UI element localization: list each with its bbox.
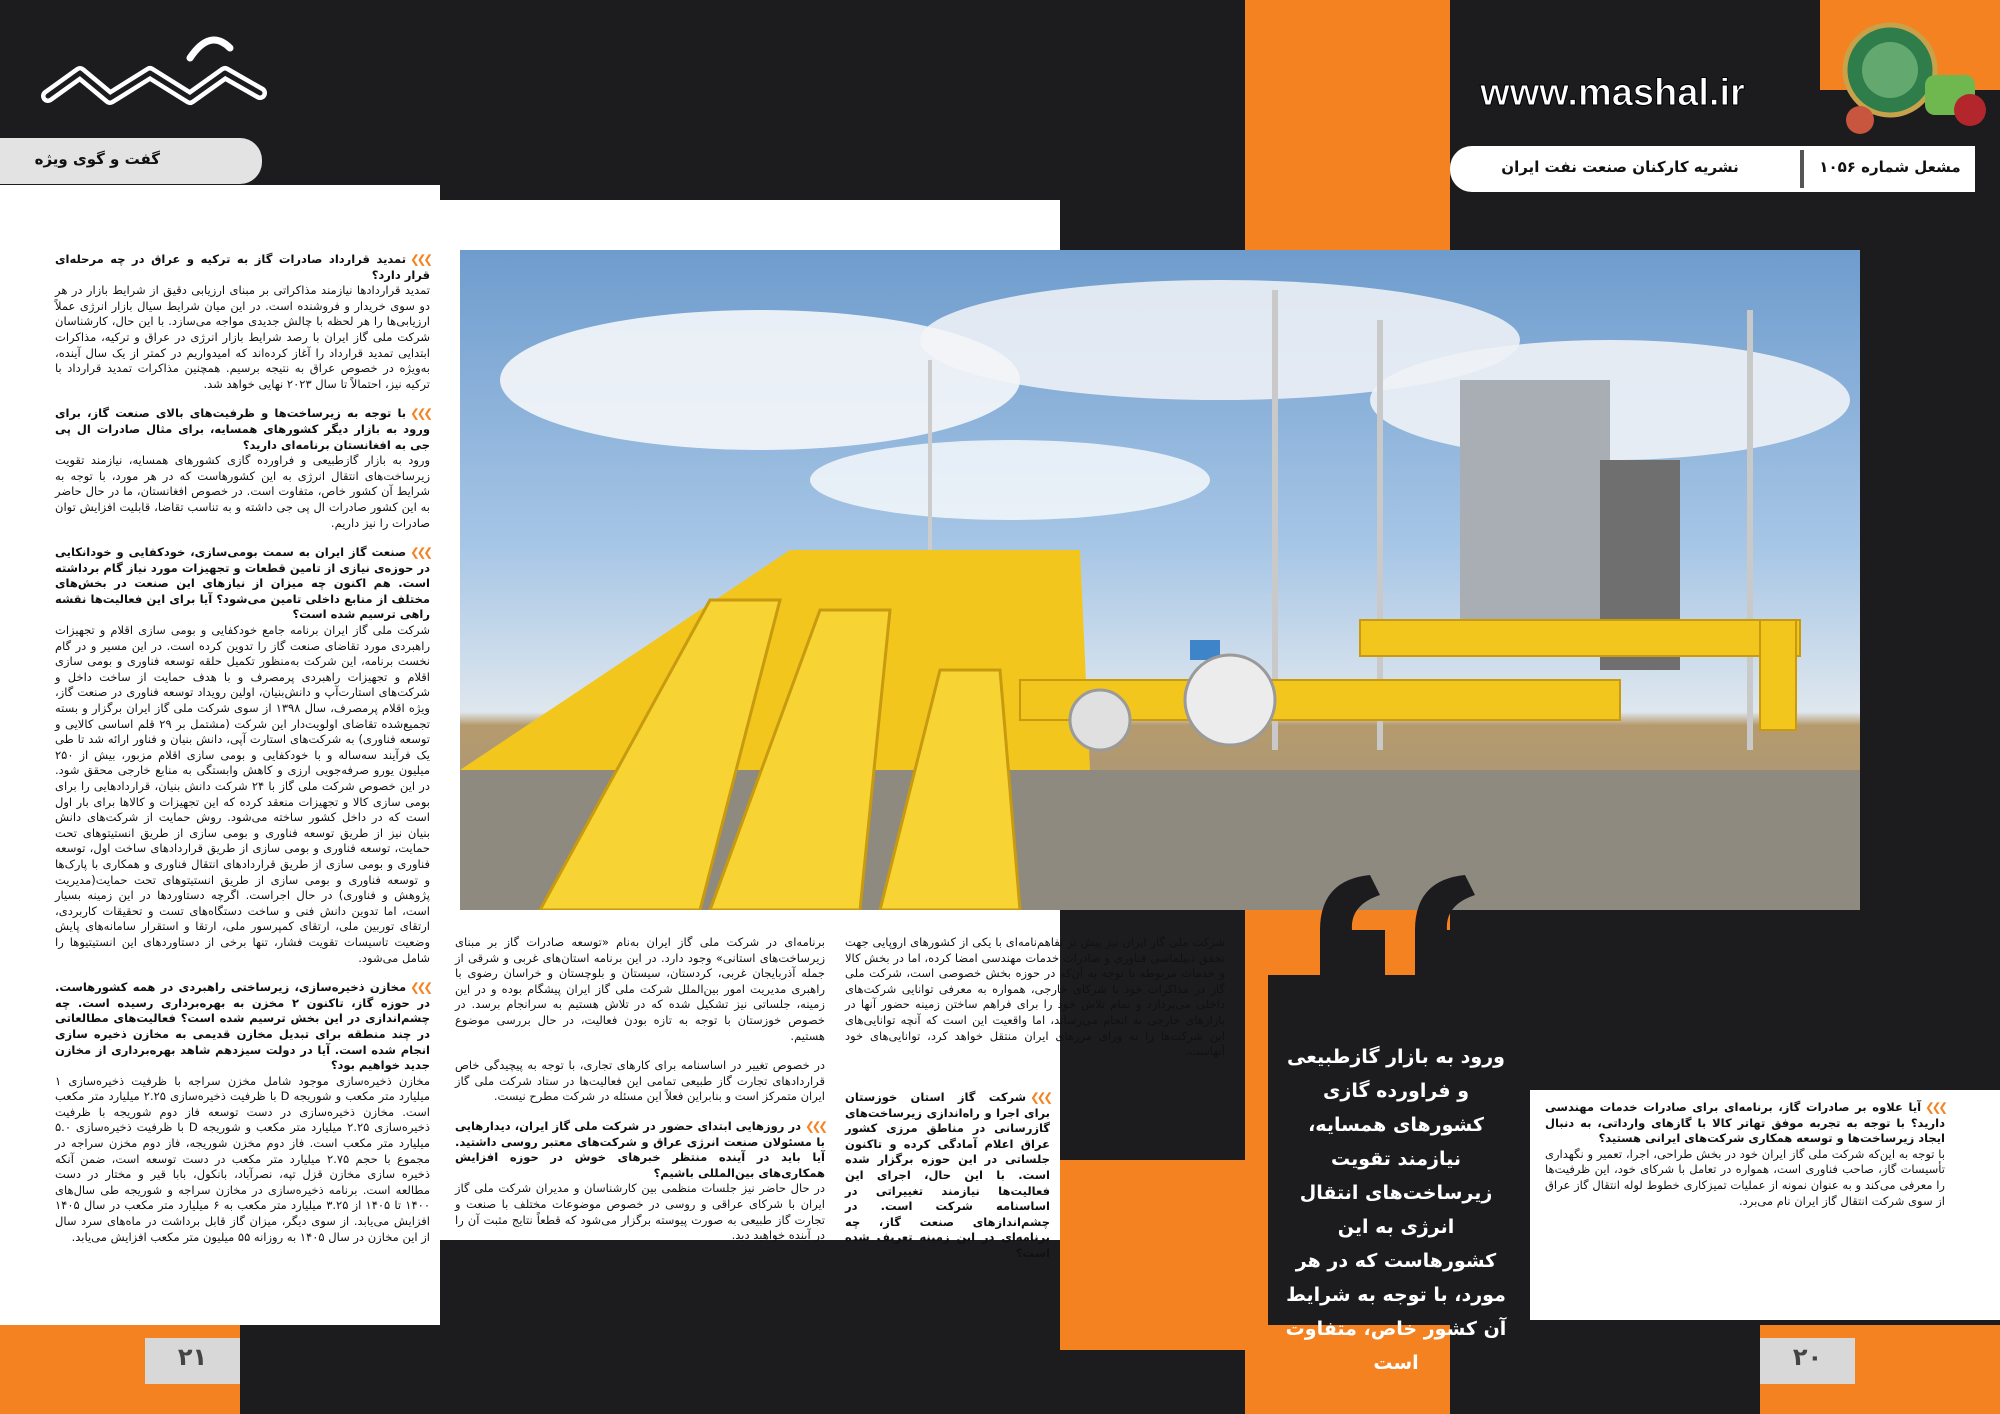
chevron-icon: ❯❯❯ [410, 980, 430, 995]
chevron-icon: ❯❯❯ [805, 1118, 825, 1133]
chevron-icon: ❯❯❯ [410, 252, 430, 266]
answer-3: شرکت ملی گاز ایران برنامه جامع خودکفایی و بومی سازی اقلام و تجهیزات راهبردی مورد تقاضای صنعت گاز را تدوین کرده است. در این مسیر و در گام نخست برنامه، این شرکت به‌منظور تکمیل حلقه توسعه فناوری و بومی سازی اقلام و تجهیزات راهبردی پرمصرف و با هدف حمایت از ساخت داخل و شرکت‌های استارت‌آپ و دانش‌بنیان، اولین رویداد توسعه فناوری در صنعت گاز، ویژه اقلام پرمصرف، سال ۱۳۹۸ از سوی شرکت ملی گاز ایران برگزار و بسته تجمیع‌شده تقاضای اولویت‌دار این شرکت (مشتمل بر ۲۹ قلم اساسی کالایی و توسعه فناوری) به شرکت‌های استارت آپی، دانش بنیان و فناور ارائه شد تا طی یک فرآیند سه‌ساله و با خودکفایی و بومی سازی اقلام مزبور، بیش از ۲۵۰ میلیون یورو صرفه‌جویی ارزی و کاهش وابستگی به منابع خارجی محقق شود. در این خصوص شرکت ملی گاز با ۲۴ شرکت دانش بنیان، قراردادهایی را برای بومی سازی کالا و تجهیزات منعقد کرده که این تجهیزات و کالاها برای بار اول است که در داخل کشور ساخته می‌شود. روش حمایت از شرکت‌های دانش بنیان نیز از طریق توسعه فناوری و بومی سازی از طریق انستیتوهای تحت حمایت، توسعه فناوری و بومی سازی از طریق قراردادهای ساخت اول، توسعه فناوری و بومی سازی از طریق قراردادهای انتقال فناوری و همکاری با پارک‌ها و توسعه فناوری و بومی سازی از طریق انستیتوهای تحت حمایت(مدیریت پژوهش و فناوری) در حال اجراست. اگرچه دستاوردها در این زمینه بسیار است، اما تدوین دانش فنی و ساخت دستگاه‌های تست و تحقیقات کاربردی، ارتقای توربین ملی، ارتقای کمپرسور ملی، ارتقا و استقرار سامانه‌های پایش وضعیت تاسیسات تقویت فشار، تنها برخی از دستاوردهای این انستیتیوها را شامل می‌شود. [55, 623, 430, 965]
chevron-icon: ❯❯❯ [410, 406, 430, 421]
answer-2: ورود به بازار گازطبیعی و فراورده گازی کشورهای همسایه، نیازمند تقویت زیرساخت‌های انتقال انرژی به این کشورهاست که در هر مورد، با توجه به شرایط آن کشور خاص، متفاوت است. در خصوص افغانستان، ما در حال حاضر به این کشور صادرات ال پی جی داشته و به تناسب تقاضا، قابلیت افزایش توان صادرات را نیز داریم. [55, 453, 430, 530]
right-answer: با توجه به این‌که شرکت ملی گاز ایران خود در بخش طراحی، اجرا، تعمیر و نگهداری تأسیسات گاز، صاحب فناوری است، همواره در تعامل با شرکای خود، این ظرفیت‌ها را معرفی می‌کند و به عنوان نمونه از عملیات تمیزکاری خطوط لوله انتقال گاز عراق از سوی شرکت انتقال گاز ایران نام می‌برد. [1545, 1146, 1945, 1208]
orange-strip-middle [1060, 1160, 1270, 1350]
site-url[interactable]: www.mashal.ir [1480, 72, 1745, 114]
answer-4: مخازن ذخیره‌سازی موجود شامل مخزن سراجه با ظرفیت ذخیره‌سازی ۱ میلیارد متر مکعب و شوریجه D با ظرفیت ذخیره‌سازی ۲.۲۵ میلیارد متر مکعب است. مخازن ذخیره‌سازی در دست توسعه فاز دوم شوریجه با ظرفیت ذخیره‌سازی ۲.۲۵ میلیارد متر مکعب و شوریجه D با ظرفیت ذخیره‌سازی ۵.۰ میلیارد متر مکعب است. فاز دوم مخزن شوریجه، فاز دوم مخزن سراجه در مجموع با حجم ۲.۷۵ میلیارد متر مکعب در دست توسعه است، ضمن آنکه ذخیره سازی مخازن قزل تپه، نصرآباد، بانکول، بابا قیر و مختار در دست مطالعه است. برنامه ذخیره‌سازی در مخازن سراجه و شوریجه طی سال‌های ۱۴۰۰ تا ۱۴۰۵ از ۳.۲۵ میلیارد متر مکعب به ۶ میلیارد متر مکعب در سال ۱۴۰۵ افزایش می‌یابد. از سوی دیگر، میزان گاز قابل برداشت در ماه‌های سرد سال از این مخازن در سال ۱۴۰۵ به روزانه ۵۵ میلیون متر مکعب افزایش می‌یابد. [55, 1073, 431, 1244]
issue-number: مشعل شماره ۱۰۵۶ [1819, 158, 1961, 176]
page-number-right: ۲۰ [1792, 1343, 1823, 1371]
pullquote-text: ورود به بازار گازطبیعی و فراورده گازی کشورهای همسایه، نیازمند تقویت زیرساخت‌های انتقال انرژی به این کشورهاست که در هر مورد، با توجه به شرایط آن کشور خاص، متفاوت است [1285, 1046, 1507, 1374]
question-3: ❯❯❯صنعت گاز ایران به سمت بومی‌سازی، خودکفایی و خودانکایی در حوزه‌ی نیازی از تامین قطعات و تجهیزات مورد نیاز گام برداشته است. هم اکنون چه میزان از نیازهای این صنعت در بخش‌های مختلف از منابع داخلی تامین می‌شود؟ آیا برای این فعالیت‌ها نقشه راهی ترسیم شده است؟ [55, 545, 430, 622]
middle-column-a-text [455, 935, 825, 1244]
chevron-icon: ❯❯❯ [1030, 1090, 1050, 1104]
question-2: ❯❯❯با توجه به زیرساخت‌ها و ظرفیت‌های بالای صنعت گاز، برای ورود به بازار دیگر کشورهای همسایه، برای مثال صادرات ال پی جی به افغانستان برنامه‌ای دارید؟ [55, 406, 430, 452]
middle-column-b-text [845, 935, 1225, 1074]
middle-a-paragraph-2: در خصوص تغییر در اساسنامه برای کارهای تجاری، با توجه به پیچیدگی خاص قراردادهای تجارت گاز طبیعی تمامی این فعالیت‌ها در ستاد شرکت ملی گاز ایران متمرکز است و بنابراین فعلاً این مسئله در شرکت مطرح نیست. [455, 1058, 825, 1104]
middle-b-question: ❯❯❯شرکت گاز استان خوزستان برای اجرا و راه‌اندازی زیرساخت‌های گازرسانی در مناطق مرزی کشور عراق اعلام آمادگی کرده و تاکنون جلساتی در این حوزه برگزار شده است. با این حال، اجرای این فعالیت‌ها نیازمند تغییراتی در اساسنامه شرکت است. در چشم‌اندازهای صنعت گاز، چه برنامه‌ای در این زمینه تعریف شده است؟ [845, 1090, 1050, 1260]
middle-a-answer: در حال حاضر نیز جلسات منظمی بین کارشناسان و مدیران شرکت ملی گاز ایران با شرکای عراقی و روسی در خصوص موضوعات مختلف با صنعت و تجارت گاز طبیعی به صورت پیوسته برگزار می‌شود که قطعاً نتایج مثبت آن را در آینده خواهید دید. [455, 1181, 825, 1243]
haftsin-decoration [1820, 5, 2000, 145]
middle-b-paragraph-1: شرکت ملی گاز ایران نیز پیش تر تفاهم‌نامه‌ای با یکی از کشورهای اروپایی جهت تحقق دیپلماسی فناوری و صادرات خدمات مهندسی امضا کرده، اما در بخش کالا و خدمات مربوطه با توجه به آن‌که در حوزه بخش خصوصی است، شرکت ملی گاز در مذاکرات خود با شرکای خارجی، همواره به معرفی توانایی شرکت‌های داخلی می‌پردازد و تمام تلاش خود را برای فراهم ساختن زمینه حضور آنها در بازارهای خارجی به انجام می‌رساند، اما واقعیت این است که آنچه توانایی‌های این شرکت‌ها را به ورای مرزهای ایران منتقل خواهد کرد، توانایی‌های خود آنهاست. [845, 935, 1225, 1059]
gas-station-photo [460, 250, 1860, 910]
chevron-icon: ❯❯❯ [410, 545, 430, 560]
middle-a-question: ❯❯❯در روزهایی ابتدای حضور در شرکت ملی گاز ایران، دیدارهایی با مسئولان صنعت انرژی عراق و شرکت‌های معتبر روسی داشتید. آیا باید در آینده منتظر خبرهای خوش در حوزه افزایش همکاری‌های بین‌المللی باشیم؟ [455, 1118, 825, 1180]
right-question: ❯❯❯آیا علاوه بر صادرات گاز، برنامه‌ای برای صادرات خدمات مهندسی دارید؟ با توجه به تجربه موفق تهاتر کالا با گازهای وارداتی، به دنبال ایجاد زیرساخت‌ها و توسعه همکاری شرکت‌های ایرانی هستید؟ [1545, 1100, 1945, 1146]
middle-a-paragraph-1: برنامه‌ای در شرکت ملی گاز ایران به‌نام «توسعه صادرات گاز بر مبنای زیرساخت‌های استانی» وجود دارد. در این برنامه استان‌های غربی و شرقی از جمله آذربایجان غربی، کردستان، سیستان و بلوچستان و خراسان رضوی با راهبری مدیریت امور بین‌الملل شرکت ملی گاز ایران پیشگام بوده و در این زمینه، جلساتی نیز تشکیل شده که در تلاش هستیم به سرانجام برسد. در خصوص خوزستان با توجه به تازه بودن فعالیت، در حال بررسی موضوع هستیم. [455, 935, 825, 1043]
question-1: ❯❯❯تمدید قرارداد صادرات گاز به ترکیه و عراق در چه مرحله‌ای قرار دارد؟ [55, 252, 430, 282]
question-4: ❯❯❯مخازن ذخیره‌سازی، زیرساختی راهبردی در همه کشورهاست. در حوزه گاز، تاکنون ۲ مخزن به بهره‌برداری رسیده است. چه چشم‌اندازی در این بخش ترسیم شده است؟ فعالیت‌های مطالعاتی در چند منطقه برای تبدیل مخازن قدیمی به مخازن ذخیره سازی انجام شده است. آیا در دولت سیزدهم شاهد بهره‌برداری از مخازن جدید خواهیم بود؟ [55, 980, 430, 1073]
page-number-left: ۲۱ [177, 1343, 208, 1371]
middle-column-b-question-box [845, 1090, 1050, 1262]
chevron-icon: ❯❯❯ [1925, 1100, 1945, 1114]
right-column-text [1545, 1100, 1945, 1209]
section-title: گفت و گوی ویژه [34, 150, 160, 168]
quote-mark-icon [1310, 870, 1500, 1000]
publication-title: نشریه کارکنان صنعت نفت ایران [1501, 158, 1739, 176]
left-column-text [55, 252, 430, 1259]
answer-1: تمدید قراردادها نیازمند مذاکراتی بر مبنای ارزیابی دقیق از شرایط بازار در هر دو سوی خریدار و فروشنده است. در این میان شرایط سیال بازار انرژی عملاً ارزیابی‌ها را هر لحظه با چالش جدیدی مواجه می‌سازد. با این حال، کارشناسان شرکت ملی گاز ایران با رصد شرایط بازار انرژی در عراق و ترکیه، مذاکرات ابتدایی تمدید قرارداد را آغاز کرده‌اند که امیدواریم در کمتر از یک سال آینده، به‌ویژه در خصوص عراق به نتیجه برسیم. همچنین مذاکرات تمدید قرارداد با ترکیه نیز، احتمالاً تا سال ۲۰۲۳ نهایی خواهد شد. [55, 283, 430, 391]
masthead-divider [1800, 150, 1804, 188]
logo-mark [40, 18, 270, 113]
